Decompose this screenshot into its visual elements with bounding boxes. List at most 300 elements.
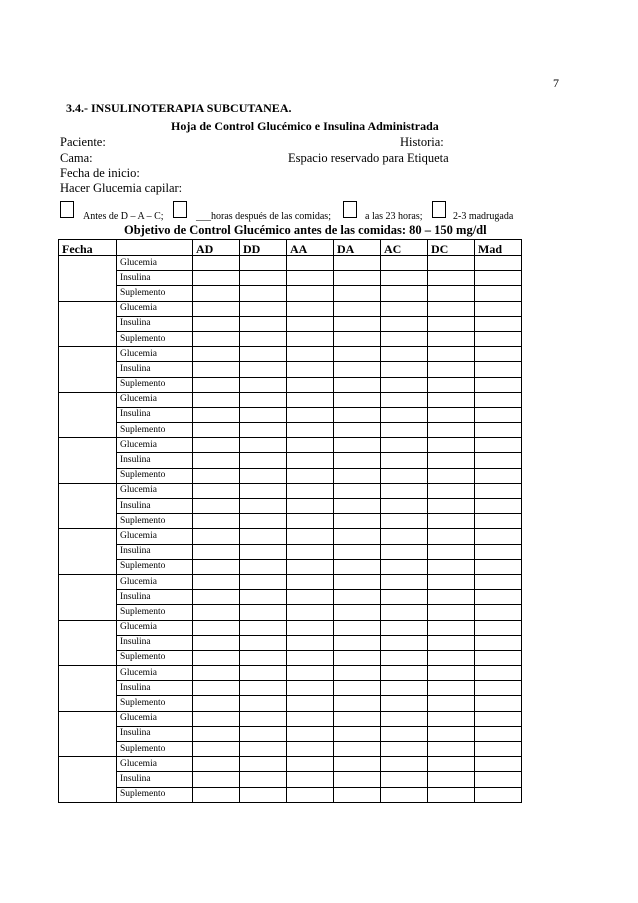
value-cell[interactable]: [428, 286, 475, 301]
value-cell[interactable]: [193, 650, 240, 665]
table-row: [59, 787, 522, 802]
value-cell[interactable]: [475, 574, 522, 589]
table-row: [59, 590, 522, 605]
value-cell[interactable]: [240, 666, 287, 681]
value-cell[interactable]: [193, 529, 240, 544]
value-cell[interactable]: [193, 347, 240, 362]
value-cell[interactable]: [381, 362, 428, 377]
value-cell[interactable]: [334, 271, 381, 286]
col-header-da: DA: [334, 240, 381, 256]
value-cell[interactable]: [381, 331, 428, 346]
value-cell[interactable]: [287, 772, 334, 787]
value-cell[interactable]: [240, 271, 287, 286]
value-cell[interactable]: [287, 514, 334, 529]
fecha-cell[interactable]: [59, 620, 117, 666]
value-cell[interactable]: [240, 256, 287, 271]
value-cell[interactable]: [193, 696, 240, 711]
value-cell[interactable]: [240, 559, 287, 574]
value-cell[interactable]: [334, 635, 381, 650]
value-cell[interactable]: [193, 605, 240, 620]
fecha-cell[interactable]: [59, 529, 117, 575]
value-cell[interactable]: [334, 590, 381, 605]
value-cell[interactable]: [381, 407, 428, 422]
value-cell[interactable]: [428, 574, 475, 589]
option-label-madrugada: 2-3 madrugada: [453, 211, 514, 222]
value-cell[interactable]: [381, 423, 428, 438]
value-cell[interactable]: [381, 377, 428, 392]
table-row: [59, 468, 522, 483]
fecha-cell[interactable]: [59, 392, 117, 438]
value-cell[interactable]: [381, 438, 428, 453]
value-cell[interactable]: [240, 423, 287, 438]
value-cell[interactable]: [193, 742, 240, 757]
option-label-23h: a las 23 horas;: [365, 211, 423, 222]
value-cell[interactable]: [428, 726, 475, 741]
value-cell[interactable]: [240, 499, 287, 514]
value-cell[interactable]: [240, 331, 287, 346]
fecha-cell[interactable]: [59, 757, 117, 803]
value-cell[interactable]: [334, 453, 381, 468]
value-cell[interactable]: [287, 331, 334, 346]
value-cell[interactable]: [428, 666, 475, 681]
value-cell[interactable]: [287, 483, 334, 498]
value-cell[interactable]: [381, 499, 428, 514]
value-cell[interactable]: [475, 256, 522, 271]
value-cell[interactable]: [381, 286, 428, 301]
value-cell[interactable]: [475, 438, 522, 453]
value-cell[interactable]: [475, 453, 522, 468]
option-checkbox-antes[interactable]: [60, 201, 74, 218]
value-cell[interactable]: [334, 650, 381, 665]
value-cell[interactable]: [381, 468, 428, 483]
value-cell[interactable]: [334, 286, 381, 301]
value-cell[interactable]: [287, 499, 334, 514]
etiqueta-label: Espacio reservado para Etiqueta: [288, 151, 449, 165]
value-cell[interactable]: [287, 681, 334, 696]
value-cell[interactable]: [193, 590, 240, 605]
col-header-ad: AD: [193, 240, 240, 256]
value-cell[interactable]: [428, 650, 475, 665]
value-cell[interactable]: [334, 681, 381, 696]
value-cell[interactable]: [428, 423, 475, 438]
table-row: [59, 423, 522, 438]
value-cell[interactable]: [240, 468, 287, 483]
value-cell[interactable]: [381, 590, 428, 605]
value-cell[interactable]: [381, 635, 428, 650]
value-cell[interactable]: [334, 377, 381, 392]
value-cell[interactable]: [193, 453, 240, 468]
fecha-cell[interactable]: [59, 347, 117, 393]
value-cell[interactable]: [193, 423, 240, 438]
value-cell[interactable]: [240, 301, 287, 316]
value-cell[interactable]: [475, 605, 522, 620]
value-cell[interactable]: [428, 742, 475, 757]
value-cell[interactable]: [381, 529, 428, 544]
value-cell[interactable]: [334, 696, 381, 711]
value-cell[interactable]: [334, 499, 381, 514]
value-cell[interactable]: [428, 681, 475, 696]
value-cell[interactable]: [193, 256, 240, 271]
value-cell[interactable]: [193, 787, 240, 802]
value-cell[interactable]: [381, 650, 428, 665]
value-cell[interactable]: [334, 620, 381, 635]
value-cell[interactable]: [475, 726, 522, 741]
value-cell[interactable]: [381, 347, 428, 362]
value-cell[interactable]: [428, 362, 475, 377]
value-cell[interactable]: [240, 483, 287, 498]
fecha-cell[interactable]: [59, 574, 117, 620]
value-cell[interactable]: [240, 726, 287, 741]
value-cell[interactable]: [475, 377, 522, 392]
fecha-cell[interactable]: [59, 483, 117, 529]
value-cell[interactable]: [475, 787, 522, 802]
value-cell[interactable]: [287, 757, 334, 772]
value-cell[interactable]: [193, 711, 240, 726]
value-cell[interactable]: [475, 316, 522, 331]
value-cell[interactable]: [428, 438, 475, 453]
value-cell[interactable]: [428, 696, 475, 711]
value-cell[interactable]: [428, 483, 475, 498]
value-cell[interactable]: [287, 605, 334, 620]
value-cell[interactable]: [193, 362, 240, 377]
fecha-cell[interactable]: [59, 301, 117, 347]
value-cell[interactable]: [287, 256, 334, 271]
row-label: Insulina: [117, 590, 193, 605]
value-cell[interactable]: [334, 407, 381, 422]
value-cell[interactable]: [240, 590, 287, 605]
value-cell[interactable]: [381, 544, 428, 559]
value-cell[interactable]: [240, 316, 287, 331]
fecha-cell[interactable]: [59, 438, 117, 484]
value-cell[interactable]: [240, 392, 287, 407]
row-label: Glucemia: [117, 711, 193, 726]
value-cell[interactable]: [428, 635, 475, 650]
value-cell[interactable]: [334, 726, 381, 741]
value-cell[interactable]: [381, 681, 428, 696]
value-cell[interactable]: [475, 681, 522, 696]
value-cell[interactable]: [475, 757, 522, 772]
value-cell[interactable]: [240, 711, 287, 726]
value-cell[interactable]: [287, 423, 334, 438]
value-cell[interactable]: [193, 316, 240, 331]
value-cell[interactable]: [381, 574, 428, 589]
value-cell[interactable]: [240, 681, 287, 696]
value-cell[interactable]: [334, 301, 381, 316]
value-cell[interactable]: [334, 559, 381, 574]
value-cell[interactable]: [287, 711, 334, 726]
value-cell[interactable]: [240, 347, 287, 362]
value-cell[interactable]: [193, 499, 240, 514]
table-row: [59, 316, 522, 331]
value-cell[interactable]: [240, 696, 287, 711]
value-cell[interactable]: [428, 331, 475, 346]
paciente-label: Paciente:: [60, 135, 106, 149]
value-cell[interactable]: [428, 757, 475, 772]
value-cell[interactable]: [475, 544, 522, 559]
value-cell[interactable]: [334, 772, 381, 787]
value-cell[interactable]: [334, 256, 381, 271]
value-cell[interactable]: [381, 666, 428, 681]
value-cell[interactable]: [381, 620, 428, 635]
value-cell[interactable]: [287, 650, 334, 665]
value-cell[interactable]: [334, 574, 381, 589]
table-row: [59, 757, 522, 772]
value-cell[interactable]: [428, 514, 475, 529]
value-cell[interactable]: [428, 787, 475, 802]
value-cell[interactable]: [287, 574, 334, 589]
table-row: [59, 711, 522, 726]
value-cell[interactable]: [475, 620, 522, 635]
value-cell[interactable]: [287, 377, 334, 392]
value-cell[interactable]: [428, 529, 475, 544]
value-cell[interactable]: [334, 362, 381, 377]
value-cell[interactable]: [381, 256, 428, 271]
value-cell[interactable]: [428, 271, 475, 286]
row-label: Insulina: [117, 316, 193, 331]
value-cell[interactable]: [428, 377, 475, 392]
value-cell[interactable]: [475, 529, 522, 544]
value-cell[interactable]: [475, 559, 522, 574]
value-cell[interactable]: [193, 574, 240, 589]
value-cell[interactable]: [193, 757, 240, 772]
value-cell[interactable]: [193, 559, 240, 574]
value-cell[interactable]: [193, 514, 240, 529]
value-cell[interactable]: [240, 362, 287, 377]
value-cell[interactable]: [475, 362, 522, 377]
value-cell[interactable]: [428, 711, 475, 726]
value-cell[interactable]: [287, 453, 334, 468]
value-cell[interactable]: [334, 316, 381, 331]
value-cell[interactable]: [381, 301, 428, 316]
value-cell[interactable]: [240, 529, 287, 544]
value-cell[interactable]: [287, 696, 334, 711]
value-cell[interactable]: [240, 605, 287, 620]
value-cell[interactable]: [287, 559, 334, 574]
value-cell[interactable]: [287, 316, 334, 331]
value-cell[interactable]: [240, 650, 287, 665]
row-label: Insulina: [117, 362, 193, 377]
value-cell[interactable]: [475, 514, 522, 529]
value-cell[interactable]: [428, 453, 475, 468]
value-cell[interactable]: [287, 392, 334, 407]
value-cell[interactable]: [381, 696, 428, 711]
value-cell[interactable]: [240, 453, 287, 468]
value-cell[interactable]: [287, 301, 334, 316]
value-cell[interactable]: [334, 666, 381, 681]
col-header-type: [117, 240, 193, 256]
value-cell[interactable]: [428, 620, 475, 635]
value-cell[interactable]: [287, 468, 334, 483]
value-cell[interactable]: [287, 590, 334, 605]
table-row: [59, 514, 522, 529]
glucemia-table: [58, 239, 522, 803]
value-cell[interactable]: [334, 757, 381, 772]
value-cell[interactable]: [193, 407, 240, 422]
table-row: [59, 620, 522, 635]
value-cell[interactable]: [193, 392, 240, 407]
value-cell[interactable]: [334, 787, 381, 802]
value-cell[interactable]: [475, 650, 522, 665]
value-cell[interactable]: [428, 499, 475, 514]
value-cell[interactable]: [240, 635, 287, 650]
value-cell[interactable]: [240, 742, 287, 757]
value-cell[interactable]: [428, 256, 475, 271]
value-cell[interactable]: [240, 772, 287, 787]
value-cell[interactable]: [287, 529, 334, 544]
value-cell[interactable]: [287, 666, 334, 681]
value-cell[interactable]: [334, 529, 381, 544]
section-title: 3.4.- INSULINOTERAPIA SUBCUTANEA.: [66, 101, 292, 115]
value-cell[interactable]: [381, 559, 428, 574]
col-header-dc: DC: [428, 240, 475, 256]
value-cell[interactable]: [428, 590, 475, 605]
value-cell[interactable]: [381, 742, 428, 757]
value-cell[interactable]: [193, 544, 240, 559]
value-cell[interactable]: [428, 605, 475, 620]
value-cell[interactable]: [193, 301, 240, 316]
fecha-cell[interactable]: [59, 711, 117, 757]
value-cell[interactable]: [193, 286, 240, 301]
value-cell[interactable]: [475, 483, 522, 498]
value-cell[interactable]: [240, 620, 287, 635]
value-cell[interactable]: [287, 407, 334, 422]
table-row: [59, 772, 522, 787]
value-cell[interactable]: [287, 544, 334, 559]
value-cell[interactable]: [475, 423, 522, 438]
value-cell[interactable]: [193, 331, 240, 346]
value-cell[interactable]: [475, 301, 522, 316]
value-cell[interactable]: [475, 772, 522, 787]
col-header-dd: DD: [240, 240, 287, 256]
value-cell[interactable]: [475, 271, 522, 286]
value-cell[interactable]: [381, 711, 428, 726]
value-cell[interactable]: [334, 468, 381, 483]
value-cell[interactable]: [475, 331, 522, 346]
option-checkbox-madrugada[interactable]: [432, 201, 446, 218]
value-cell[interactable]: [193, 726, 240, 741]
value-cell[interactable]: [428, 301, 475, 316]
value-cell[interactable]: [428, 347, 475, 362]
value-cell[interactable]: [475, 666, 522, 681]
value-cell[interactable]: [287, 286, 334, 301]
value-cell[interactable]: [193, 681, 240, 696]
value-cell[interactable]: [334, 605, 381, 620]
value-cell[interactable]: [334, 347, 381, 362]
value-cell[interactable]: [334, 423, 381, 438]
value-cell[interactable]: [193, 377, 240, 392]
value-cell[interactable]: [334, 514, 381, 529]
value-cell[interactable]: [240, 757, 287, 772]
value-cell[interactable]: [287, 620, 334, 635]
value-cell[interactable]: [287, 438, 334, 453]
row-label: Suplemento: [117, 331, 193, 346]
fecha-cell[interactable]: [59, 256, 117, 302]
value-cell[interactable]: [428, 544, 475, 559]
value-cell[interactable]: [475, 347, 522, 362]
value-cell[interactable]: [240, 544, 287, 559]
value-cell[interactable]: [381, 726, 428, 741]
value-cell[interactable]: [287, 271, 334, 286]
value-cell[interactable]: [193, 438, 240, 453]
value-cell[interactable]: [287, 726, 334, 741]
value-cell[interactable]: [193, 772, 240, 787]
value-cell[interactable]: [334, 438, 381, 453]
value-cell[interactable]: [240, 407, 287, 422]
value-cell[interactable]: [475, 711, 522, 726]
value-cell[interactable]: [381, 757, 428, 772]
value-cell[interactable]: [193, 620, 240, 635]
value-cell[interactable]: [240, 438, 287, 453]
value-cell[interactable]: [475, 286, 522, 301]
value-cell[interactable]: [287, 347, 334, 362]
table-row: [59, 544, 522, 559]
value-cell[interactable]: [287, 635, 334, 650]
value-cell[interactable]: [240, 574, 287, 589]
value-cell[interactable]: [475, 392, 522, 407]
value-cell[interactable]: [428, 559, 475, 574]
value-cell[interactable]: [475, 468, 522, 483]
value-cell[interactable]: [381, 514, 428, 529]
value-cell[interactable]: [334, 483, 381, 498]
value-cell[interactable]: [428, 407, 475, 422]
table-row: [59, 483, 522, 498]
value-cell[interactable]: [287, 362, 334, 377]
fecha-cell[interactable]: [59, 666, 117, 712]
option-checkbox-horas[interactable]: [173, 201, 187, 218]
value-cell[interactable]: [193, 666, 240, 681]
value-cell[interactable]: [240, 377, 287, 392]
value-cell[interactable]: [381, 392, 428, 407]
table-row: [59, 650, 522, 665]
col-header-mad: Mad: [475, 240, 522, 256]
value-cell[interactable]: [475, 590, 522, 605]
value-cell[interactable]: [240, 514, 287, 529]
value-cell[interactable]: [428, 468, 475, 483]
value-cell[interactable]: [428, 392, 475, 407]
value-cell[interactable]: [475, 742, 522, 757]
value-cell[interactable]: [193, 483, 240, 498]
value-cell[interactable]: [381, 605, 428, 620]
value-cell[interactable]: [381, 483, 428, 498]
value-cell[interactable]: [381, 271, 428, 286]
value-cell[interactable]: [381, 787, 428, 802]
value-cell[interactable]: [334, 331, 381, 346]
value-cell[interactable]: [334, 392, 381, 407]
value-cell[interactable]: [475, 635, 522, 650]
value-cell[interactable]: [381, 453, 428, 468]
value-cell[interactable]: [240, 286, 287, 301]
value-cell[interactable]: [193, 635, 240, 650]
value-cell[interactable]: [193, 271, 240, 286]
value-cell[interactable]: [381, 316, 428, 331]
value-cell[interactable]: [475, 696, 522, 711]
value-cell[interactable]: [287, 787, 334, 802]
value-cell[interactable]: [334, 711, 381, 726]
value-cell[interactable]: [381, 772, 428, 787]
table-row: [59, 666, 522, 681]
value-cell[interactable]: [428, 772, 475, 787]
value-cell[interactable]: [334, 742, 381, 757]
value-cell[interactable]: [475, 407, 522, 422]
value-cell[interactable]: [287, 742, 334, 757]
value-cell[interactable]: [428, 316, 475, 331]
value-cell[interactable]: [475, 499, 522, 514]
row-label: Glucemia: [117, 666, 193, 681]
value-cell[interactable]: [193, 468, 240, 483]
option-checkbox-23h[interactable]: [343, 201, 357, 218]
value-cell[interactable]: [334, 544, 381, 559]
value-cell[interactable]: [240, 787, 287, 802]
